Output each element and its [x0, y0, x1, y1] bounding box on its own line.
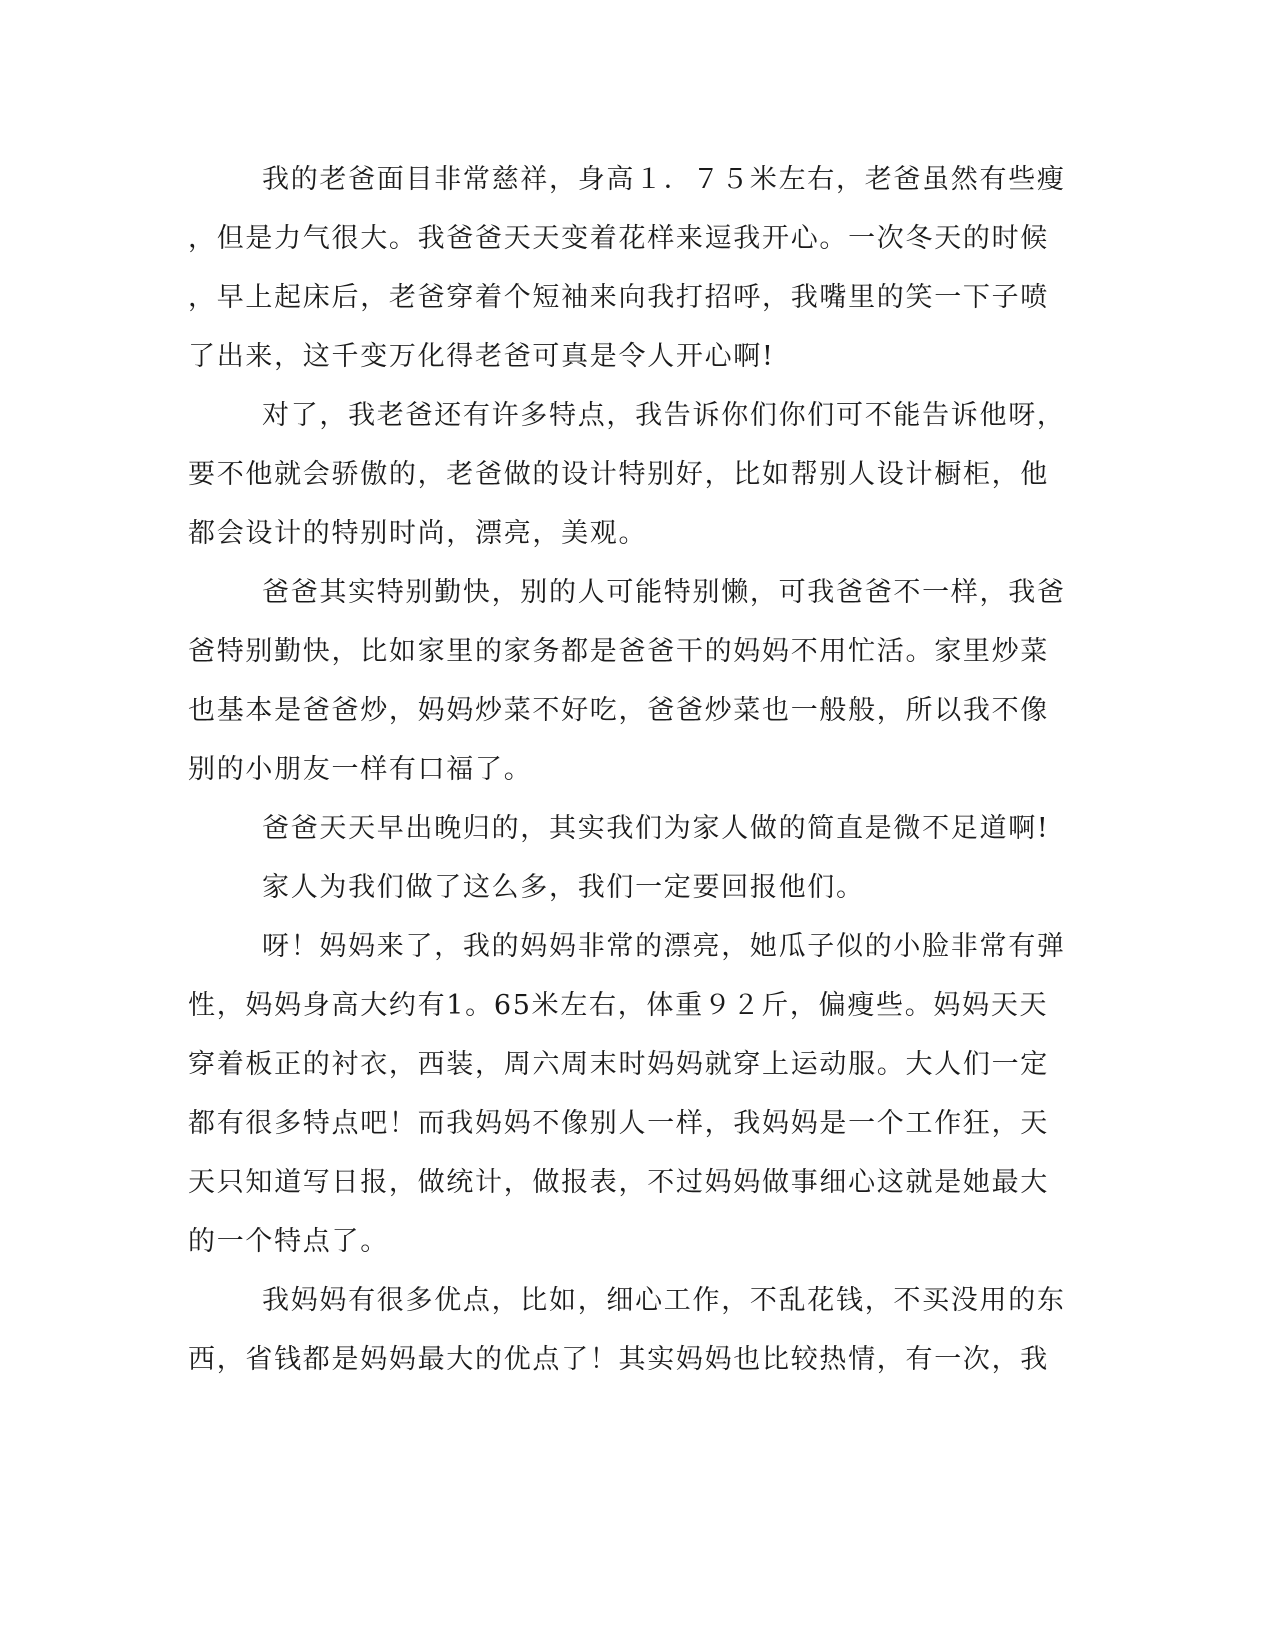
text-line: 我的老爸面目非常慈祥，身高１．７５米左右，老爸虽然有些瘦: [262, 164, 1066, 195]
text-line: 也基本是爸爸炒，妈妈炒菜不好吃，爸爸炒菜也一般般，所以我不像: [188, 695, 1049, 726]
text-line: 西，省钱都是妈妈最大的优点了！其实妈妈也比较热情，有一次，我: [188, 1344, 1049, 1375]
text-line: 爸特别勤快，比如家里的家务都是爸爸干的妈妈不用忙活。家里炒菜: [188, 636, 1049, 667]
text-line: 都会设计的特别时尚，漂亮，美观。: [188, 518, 648, 549]
text-line: 都有很多特点吧！而我妈妈不像别人一样，我妈妈是一个工作狂，天: [188, 1108, 1049, 1139]
text-line: 天只知道写日报，做统计，做报表，不过妈妈做事细心这就是她最大: [188, 1167, 1049, 1198]
text-line: 家人为我们做了这么多，我们一定要回报他们。: [262, 872, 865, 903]
text-line: 别的小朋友一样有口福了。: [188, 754, 533, 785]
text-line: 呀！妈妈来了，我的妈妈非常的漂亮，她瓜子似的小脸非常有弹: [262, 931, 1066, 962]
text-line: 的一个特点了。: [188, 1226, 389, 1257]
text-line: 穿着板正的衬衣，西装，周六周末时妈妈就穿上运动服。大人们一定: [188, 1049, 1049, 1080]
text-line: 了出来，这千变万化得老爸可真是令人开心啊!: [188, 341, 775, 372]
text-line: ，但是力气很大。我爸爸天天变着花样来逗我开心。一次冬天的时候: [188, 223, 1049, 254]
text-line: 我妈妈有很多优点，比如，细心工作，不乱花钱，不买没用的东: [262, 1285, 1066, 1316]
text-line: 对了，我老爸还有许多特点，我告诉你们你们可不能告诉他呀，: [262, 400, 1066, 431]
text-line: ，早上起床后，老爸穿着个短袖来向我打招呼，我嘴里的笑一下子喷: [188, 282, 1049, 313]
text-line: 性，妈妈身高大约有1。65米左右，体重９２斤，偏瘦些。妈妈天天: [188, 990, 1049, 1021]
text-line: 爸爸其实特别勤快，别的人可能特别懒，可我爸爸不一样，我爸: [262, 577, 1066, 608]
text-line: 爸爸天天早出晚归的，其实我们为家人做的简直是微不足道啊!: [262, 813, 1050, 844]
text-line: 要不他就会骄傲的，老爸做的设计特别好，比如帮别人设计橱柜，他: [188, 459, 1049, 490]
